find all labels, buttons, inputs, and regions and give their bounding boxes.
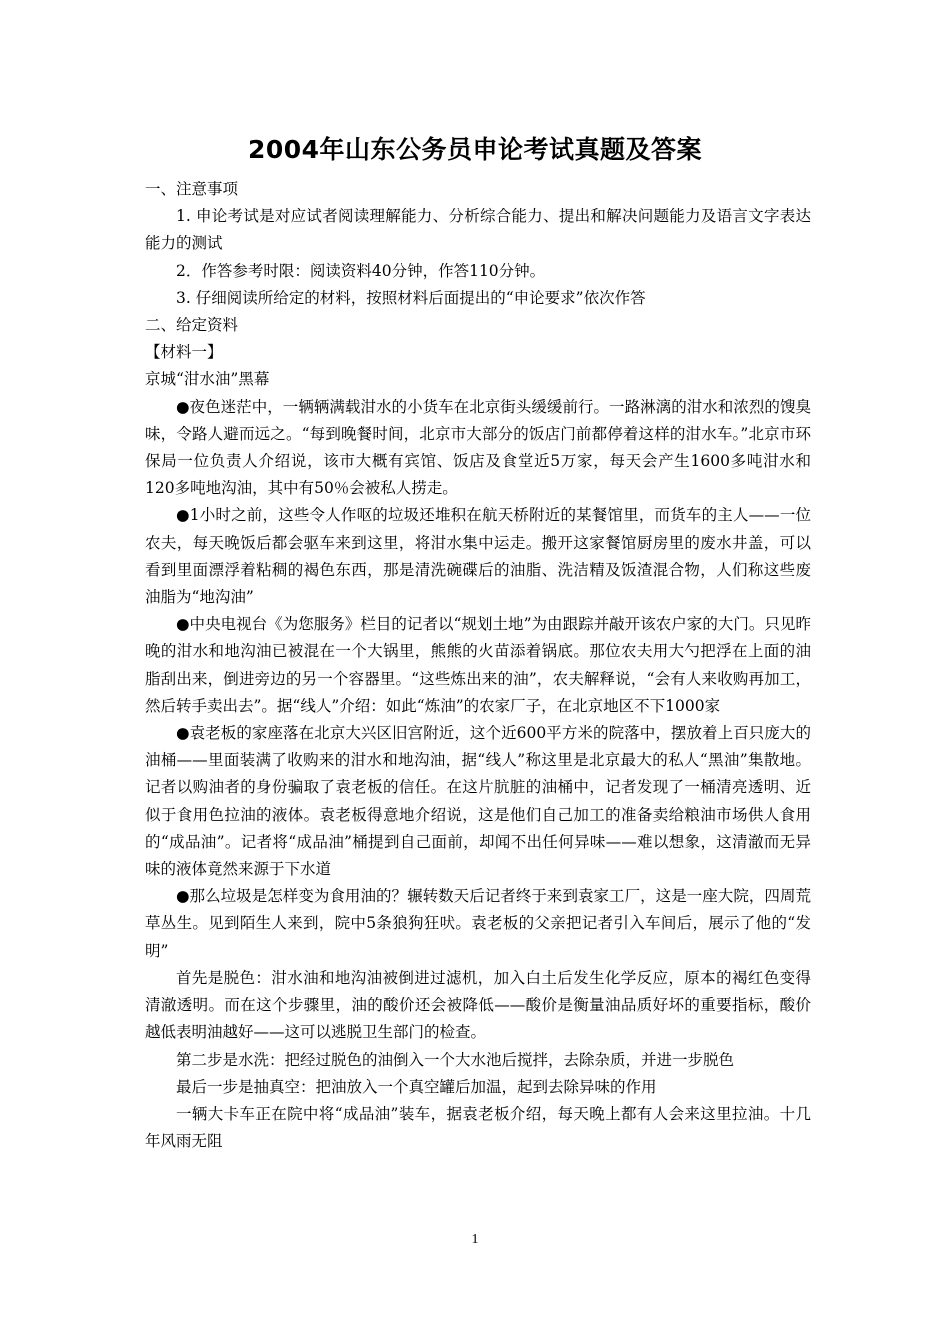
body-paragraph: 一辆大卡车正在院中将“成品油”装车，据袁老板介绍，每天晚上都有人会来这里拉油。十几年风雨无阻 [145,1104,811,1151]
page-number: 1 [471,1232,479,1247]
section-heading-materials: 二、给定资料 [145,316,239,335]
body-paragraph: ●1小时之前，这些令人作呕的垃圾还堆积在航天桥附近的某餐馆里，而货车的主人——一位农夫，每天晚饭后都会驱车来到这里，将泔水集中运走。搬开这家餐馆厨房里的废水井盖，可以看到里面漂浮着粘稠的褐色东西，那是清洗碗碟后的油脂、洗洁精及饭渣混合物，人们称这些废油脂为“地沟油” [145,506,811,607]
document-title: 2004年山东公务员申论考试真题及答案 [247,135,703,164]
material-label: 【材料一】 [145,343,223,362]
body-paragraph: 首先是脱色：泔水油和地沟油被倒进过滤机，加入白土后发生化学反应，原本的褐红色变得清澈透明。而在这个步骤里，油的酸价还会被降低——酸价是衡量油品质好坏的重要指标，酸价越低表明油越好——这可以逃脱卫生部门的检查。 [145,968,811,1042]
body-paragraph: ●中央电视台《为您服务》栏目的记者以“规划土地”为由跟踪并敲开该农户家的大门。只见昨晚的泔水和地沟油已被混在一个大锅里，熊熊的火苗添着锅底。那位农夫用大勺把浮在上面的油脂刮出来，倒进旁边的另一个容器里。“这些炼出来的油”，农夫解释说，“会有人来收购再加工，然后转手卖出去”。据“线人”介绍：如此“炼油”的农家厂子，在北京地区不下1000家 [145,615,811,715]
document-body [145,176,811,1155]
note-item-2: 2．作答参考时限：阅读资料40分钟，作答110分钟。 [176,261,546,280]
note-item-3: 3. 仔细阅读所给定的材料，按照材料后面提出的“申论要求”依次作答 [176,288,646,307]
body-paragraph: ●那么垃圾是怎样变为食用油的？辗转数天后记者终于来到袁家工厂，这是一座大院，四周荒草丛生。见到陌生人来到，院中5条狼狗狂吠。袁老板的父亲把记者引入车间后，展示了他的“发明” [145,887,811,960]
note-item-1: 1. 申论考试是对应试者阅读理解能力、分析综合能力、提出和解决问题能力及语言文字表达能力的测试 [145,207,811,253]
body-paragraph: ●袁老板的家座落在北京大兴区旧宫附近，这个近600平方米的院落中，摆放着上百只庞大的油桶——里面装满了收购来的泔水和地沟油，据“线人”称这里是北京最大的私人“黑油”集散地。记者以购油者的身份骗取了袁老板的信任。在这片肮脏的油桶中，记者发现了一桶清亮透明、近似于食用色拉油的液体。袁老板得意地介绍说，这是他们自己加工的准备卖给粮油市场供人食用的“成品油”。记者将“成品油”桶提到自己面前，却闻不出任何异味——难以想象，这清澈而无异味的液体竟然来源于下水道 [145,724,811,879]
body-paragraph: 第二步是水洗：把经过脱色的油倒入一个大水池后搅拌，去除杂质，并进一步脱色 [176,1050,735,1069]
material-title: 京城“泔水油”黑幕 [145,370,270,389]
body-paragraph: 最后一步是抽真空：把油放入一个真空罐后加温，起到去除异味的作用 [176,1077,657,1096]
section-heading-notes: 一、注意事项 [145,180,239,198]
body-paragraph: ●夜色迷茫中，一辆辆满载泔水的小货车在北京街头缓缓前行。一路淋漓的泔水和浓烈的馊臭味，令路人避而远之。“每到晚餐时间，北京市大部分的饭店门前都停着这样的泔水车。”北京市环保局一位负责人介绍说，该市大概有宾馆、饭店及食堂近5万家，每天会产生1600多吨泔水和120多吨地沟油，其中有50％会被私人捞走。 [145,397,811,498]
